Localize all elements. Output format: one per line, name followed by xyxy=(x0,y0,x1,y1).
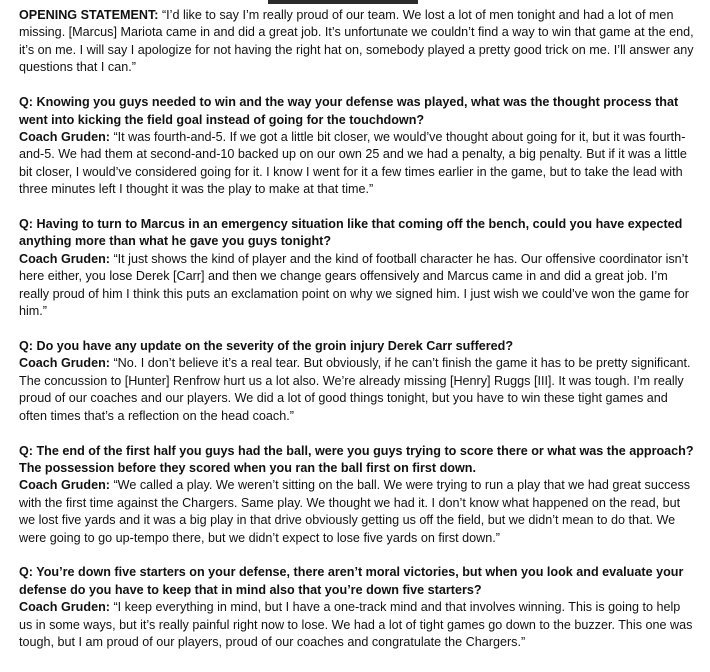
answer-text: “No. I don’t believe it’s a real tear. But obviously, if he can’t finish the game it has to be pretty significant. The concussion to [Hunter] Renfrow hurt us a lot also. We’re already missing [Henry] Ruggs [III]. It was tough. I’m really proud of our coaches and our players. We did a lot of good things tonight, but you have to win these tight games and often times that’s a reflection on the head coach.” xyxy=(19,356,691,423)
answer-text: “It was fourth-and-5. If we got a little bit closer, we would’ve thought about going for it, but it was fourth-and-5. We had them at second-and-10 backed up on our own 25 and we had a penalty, a big penalty. But if it was a little bit closer, I would’ve considered going for it. I know I went for it a few times earlier in the game, but to take the lead with three minutes left I thought it was the play to make at that time.” xyxy=(19,129,687,197)
question-text: Q: Knowing you guys needed to win and the way your defense was played, what was the thought process that went into kicking the field goal instead of going for the touchdown? xyxy=(19,95,679,127)
question-text: Q: The end of the first half you guys had the ball, were you guys trying to score there or what was the approach? The possession before they scored when you ran the ball first on first down. xyxy=(19,443,694,475)
opening-text: “I’d like to say I’m really proud of our team. We lost a lot of men tonight and had a lot of men missing. [Marcus] Mariota came in and did a great job. It’s unfortunate we couldn’t find a way to win that game at the end, it’s on me. I will say I apologize for not having the right hat on, somebody played a pretty good trick on me. I’ll answer any questions that I can.” xyxy=(19,8,694,75)
answer-paragraph xyxy=(19,129,695,199)
opening-statement xyxy=(19,7,695,77)
answer-text: “We called a play. We weren’t sitting on the ball. We were trying to run a play that we had great success with the first time against the Chargers. Same play. We thought we had it. I don’t know what happened on the read, but we lost five yards and it was a big play in that drive obviously getting us off the field, but we didn’t mean to do that. We were going to go up-tempo there, but we didn’t expect to lose five yards on first down.” xyxy=(19,478,691,545)
qa-block xyxy=(19,564,695,651)
question-text: Q: You’re down five starters on your defense, there aren’t moral victories, but when you look and evaluate your defense do you have to keep that in mind also that you’re down five starters? xyxy=(19,565,684,597)
qa-block xyxy=(19,216,695,320)
speaker-label: Coach Gruden: xyxy=(19,600,110,615)
speaker-label: Coach Gruden: xyxy=(19,478,110,493)
answer-text: “I keep everything in mind, but I have a one-track mind and that involves winning. This is going to help us in some ways, but it’s really painful right now to lose. We had a lot of tight games go down to the buzzer. This one was tough, but I am proud of our players, proud of our coaches and congratulate the Chargers.” xyxy=(19,600,693,650)
answer-text: “It just shows the kind of player and the kind of football character he has. Our offensive coordinator isn’t here either, you lose Derek [Carr] and then we change gears offensively and Marcus came in and did a great job. I’m really proud of him I think this puts an exclamation point on why we signed him. I just wish we could’ve won the game for him.” xyxy=(19,251,689,319)
top-edge-bar xyxy=(268,0,418,4)
opening-label: OPENING STATEMENT: xyxy=(19,8,159,22)
qa-block xyxy=(19,94,695,198)
qa-block xyxy=(19,338,695,425)
answer-paragraph xyxy=(19,251,695,321)
answer-paragraph xyxy=(19,477,695,547)
speaker-label: Coach Gruden: xyxy=(19,129,110,144)
answer-paragraph xyxy=(19,355,695,425)
question-text: Q: Having to turn to Marcus in an emergency situation like that coming off the bench, could you have expected anything more than what he gave you guys tonight? xyxy=(19,217,683,249)
question-text: Q: Do you have any update on the severity of the groin injury Derek Carr suffered? xyxy=(19,339,514,353)
opening-paragraph xyxy=(19,7,695,77)
qa-block xyxy=(19,443,695,547)
answer-paragraph xyxy=(19,599,695,651)
transcript-document xyxy=(19,7,695,669)
speaker-label: Coach Gruden: xyxy=(19,251,110,266)
speaker-label: Coach Gruden: xyxy=(19,356,110,371)
